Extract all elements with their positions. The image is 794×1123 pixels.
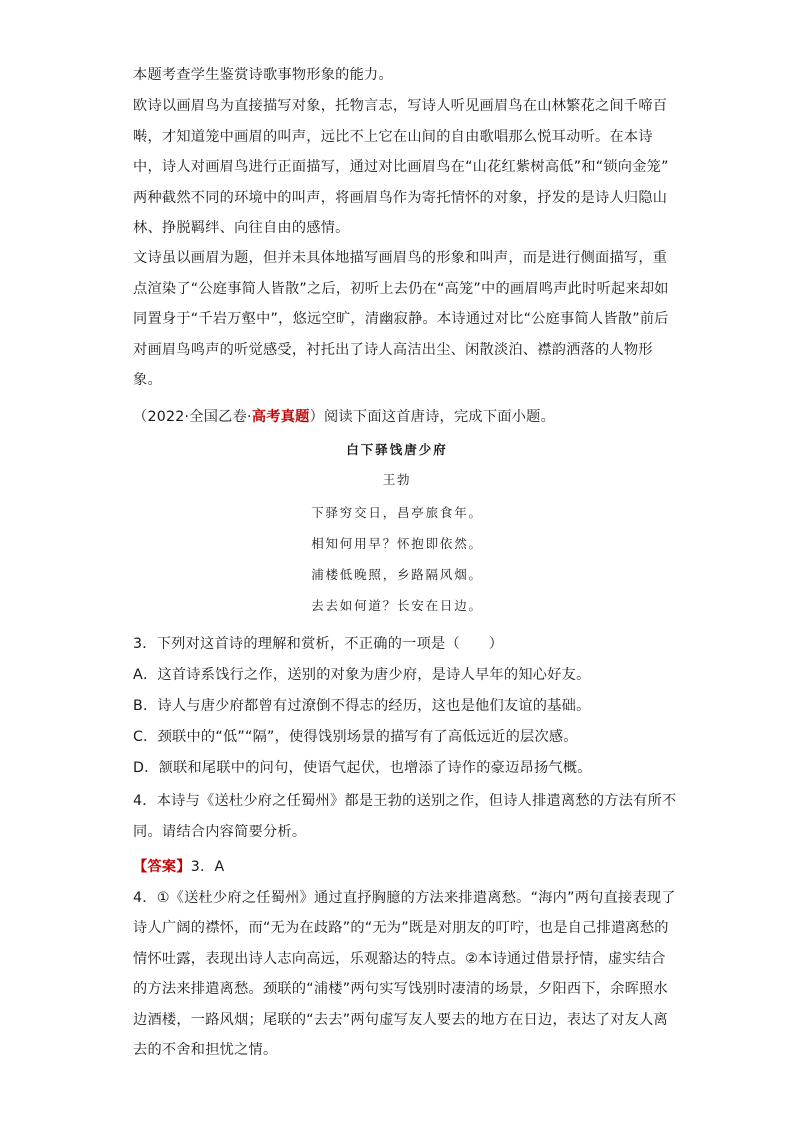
text-line: 4．本诗与《送杜少府之任蜀州》都是王勃的送别之作，但诗人排遣离愁的方法有所不 xyxy=(133,793,677,809)
text-line: 情怀吐露，表现出诗人志向高远，乐观豁达的特点。②本诗通过借景抒情，虚实结合 xyxy=(133,950,666,967)
poem-title: 白下驿饯唐少府 xyxy=(346,442,448,457)
poem-author: 王勃 xyxy=(382,472,412,487)
question-stem: 3．下列对这首诗的理解和赏析，不正确的一项是（ ） xyxy=(133,636,504,652)
question-3 xyxy=(133,629,663,784)
text-line xyxy=(133,402,663,433)
answer-label: 【答案】 xyxy=(133,859,191,875)
text-line: 对画眉鸟鸣声的听觉感受，衬托出了诗人高洁出尘、闲散淡泊、襟韵洒落的人物形 xyxy=(133,341,653,358)
text-line: 文诗虽以画眉为题，但并未具体地描写画眉鸟的形象和叫声，而是进行侧面描写，重 xyxy=(133,250,668,266)
text-line: 啭，才知道笼中画眉的叫声，远比不上它在山间的自由歌唱那么悦耳动听。在本诗 xyxy=(133,128,653,145)
wen-analysis-paragraph xyxy=(133,243,669,396)
text-line: 两种截然不同的环境中的叫声，将画眉鸟作为寄托情怀的对象，抒发的是诗人归隐山 xyxy=(133,189,668,206)
answer-block xyxy=(133,852,676,1066)
text-line: 边酒楼，一路风烟；尾联的“去去”两句虚写友人要去的地方在日边，表达了对友人离 xyxy=(133,1011,668,1028)
source-highlight: 高考真题 xyxy=(251,409,310,425)
text-line: 同置身于“千岩万壑中”，悠远空旷，清幽寂静。本诗通过对比“公庭事简人皆散”前后 xyxy=(133,311,669,327)
option-c: C．颈联中的“低”“隔”，使得饯别场景的描写有了高低远近的层次感。 xyxy=(133,728,578,745)
poem-line: 相知何用早？怀抱即依然。 xyxy=(311,536,483,551)
option-a: A．这首诗系饯行之作，送别的对象为唐少府，是诗人早年的知心好友。 xyxy=(133,666,591,683)
option-d: D．颔联和尾联中的问句，使语气起伏，也增添了诗作的豪迈昂扬气概。 xyxy=(133,759,592,776)
option-b: B．诗人与唐少府都曾有过潦倒不得志的经历，这也是他们友谊的基础。 xyxy=(133,697,591,714)
text-line: 林、挣脱羁绊、向往自由的感情。 xyxy=(133,220,350,236)
answer-header xyxy=(133,852,663,883)
text-line: 去的不舍和担忧之情。 xyxy=(133,1042,278,1058)
source-prefix: （2022·全国乙卷· xyxy=(133,409,252,425)
question-4 xyxy=(133,786,677,847)
text-line: 点渲染了“公庭事简人皆散”之后，初听上去仍在“高笼”中的画眉鸣声此时听起来却如 xyxy=(133,280,669,297)
text-line: 的方法来排遣离愁。颈联的“浦楼”两句实写饯别时凄清的场景，夕阳西下，余晖照水 xyxy=(133,981,668,997)
poem-line: 下驿穷交日，昌亭旅食年。 xyxy=(311,505,483,520)
text-line: 同。请结合内容简要分析。 xyxy=(133,823,307,840)
text-line: 中，诗人对画眉鸟进行正面描写，通过对比画眉鸟在“山花红紫树高低”和“锁向金笼” xyxy=(133,159,669,175)
text-line: 欧诗以画眉鸟为直接描写对象，托物言志，写诗人听见画眉鸟在山林繁花之间千啼百 xyxy=(133,98,668,114)
text-line: 4．①《送杜少府之任蜀州》通过直抒胸臆的方法来排遣离愁。“海内”两句直接表现了 xyxy=(133,889,676,906)
analysis-intro xyxy=(133,60,663,91)
ouyang-analysis-paragraph xyxy=(133,91,669,244)
text-line: 本题考查学生鉴赏诗歌事物形象的能力。 xyxy=(133,67,393,83)
source-suffix: ）阅读下面这首唐诗，完成下面小题。 xyxy=(309,409,556,425)
text-line: 象。 xyxy=(133,372,162,388)
poem-line: 浦楼低晚照，乡路隔风烟。 xyxy=(311,567,483,582)
poem-line: 去去如何道？长安在日边。 xyxy=(311,598,483,613)
text-line: 诗人广阔的襟怀，而“无为在歧路”的“无为”既是对朋友的叮咛，也是自己排遣离愁的 xyxy=(133,920,669,936)
question-intro xyxy=(133,402,663,433)
answer-value: 3．A xyxy=(190,859,225,875)
